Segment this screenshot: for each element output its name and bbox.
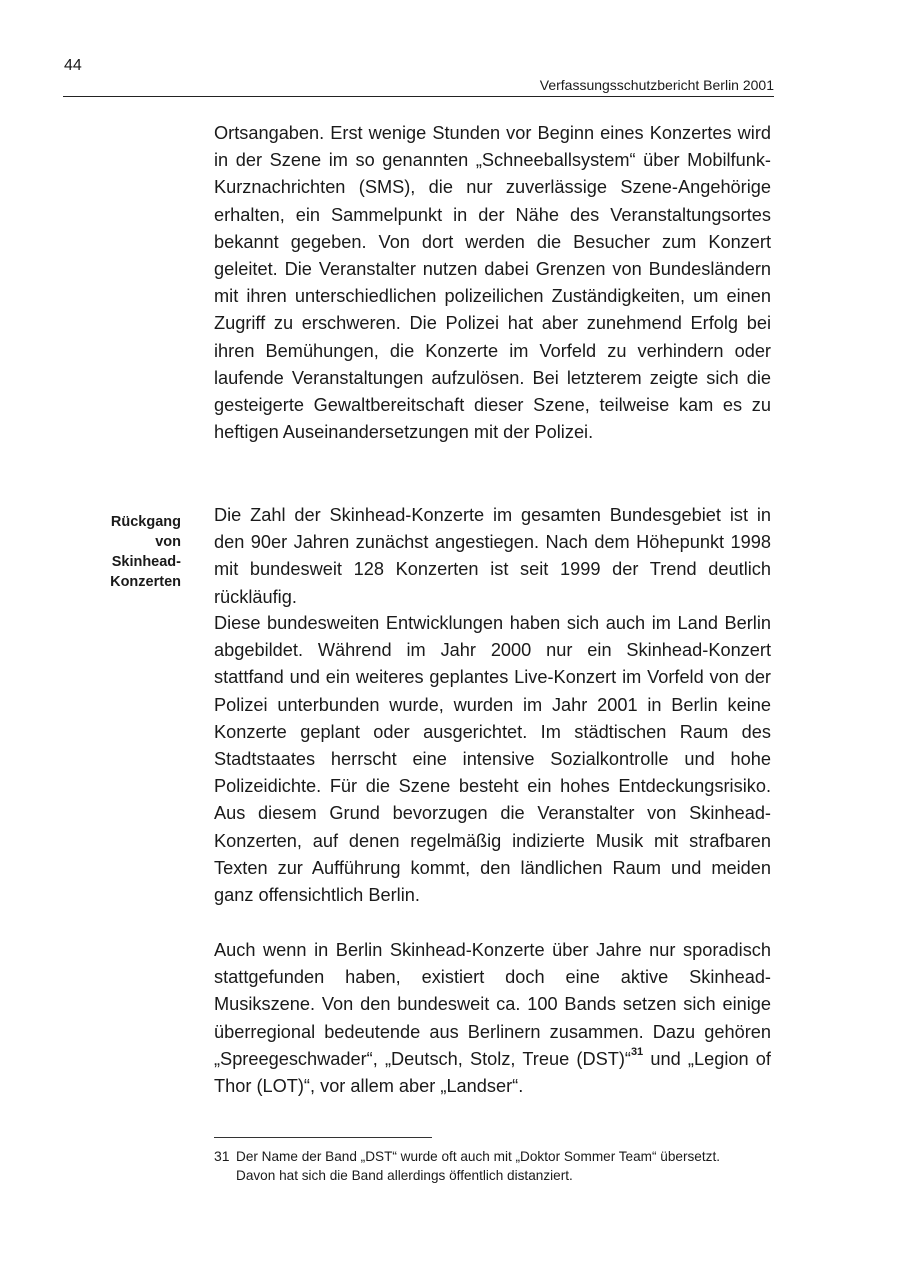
paragraph-text: Ortsangaben. Erst wenige Stunden vor Beginn eines Konzertes wird in der Szene im so genannten „Schneeballsystem“ über Mobilfunk-Kurznachrichten (SMS), die nur zuverlässige Szene-Angehörige erhalten, ein Sammelpunkt in der Nähe des Veranstaltungsortes bekannt gegeben. Von dort werden die Besucher zum Konzert geleitet. Die Veranstalter nutzen dabei Grenzen von Bundesländern mit ihren unterschiedlichen polizeilichen Zuständigkeiten, um einen Zugriff zu erschweren. Die Polizei hat aber zunehmend Erfolg bei ihren Bemühungen, die Konzerte im Vorfeld zu verhindern oder laufende Veranstaltungen aufzulösen. Bei letzterem zeigte sich die gesteigerte Gewaltbereitschaft dieser Szene, teilweise kam es zu heftigen Auseinandersetzungen mit der Polizei. xyxy=(214,123,771,443)
footnote-number: 31 xyxy=(214,1148,230,1164)
running-header: Verfassungsschutzbericht Berlin 2001 xyxy=(63,76,774,97)
margin-note-line: Skinhead- xyxy=(111,554,181,570)
footnote-text xyxy=(236,1147,774,1185)
paragraph-text: Diese bundesweiten Entwicklungen haben sich auch im Land Berlin abgebildet. Während im Jahr 2000 nur ein Skinhead-Konzert stattfand und ein weiteres geplantes Live-Konzert im Vorfeld von der Polizei unterbunden wurde, wurden im Jahr 2001 in Berlin keine Konzerte geplant oder ausgerichtet. Im städtischen Raum des Stadtstaates herrscht eine intensive Sozialkontrolle und hohe Polizeidichte. Für die Szene besteht ein hohes Entdeckungsrisiko. Aus diesem Grund bevorzugen die Veranstalter von Skinhead-Konzerten, auf denen regelmäßig indizierte Musik mit strafbaren Texten zur Aufführung kommt, den ländlichen Raum und meiden ganz offensichtlich Berlin. xyxy=(214,613,771,906)
paragraph-text: Die Zahl der Skinhead-Konzerte im gesamten Bundesgebiet ist in den 90er Jahren zunächst angestiegen. Nach dem Höhepunkt 1998 mit bundesweit 128 Konzerten ist seit 1999 der Trend deutlich rückläufig. xyxy=(214,505,771,607)
paragraph-text-part: und „Legion of Thor (LOT)“, vor allem aber „Landser“. xyxy=(214,1048,771,1097)
page-number: 44 xyxy=(64,57,82,74)
paragraph-3 xyxy=(214,610,771,909)
margin-note-line: von xyxy=(155,534,181,550)
margin-note xyxy=(60,512,181,592)
footnote-line: Davon hat sich die Band allerdings öffentlich distanziert. xyxy=(236,1168,573,1183)
footnote-separator xyxy=(214,1137,432,1138)
paragraph-2 xyxy=(214,502,771,611)
margin-note-line: Konzerten xyxy=(110,574,181,590)
paragraph-text xyxy=(214,937,771,1100)
paragraph-4 xyxy=(214,937,771,1100)
paragraph-1 xyxy=(214,120,771,446)
footnote-reference[interactable]: 31 xyxy=(630,1045,644,1058)
footnote-line: Der Name der Band „DST“ wurde oft auch mit „Doktor Sommer Team“ übersetzt. xyxy=(236,1149,720,1164)
footnote xyxy=(214,1147,774,1185)
margin-note-line: Rückgang xyxy=(110,514,181,530)
paragraph-text-part: Auch wenn in Berlin Skinhead-Konzerte über Jahre nur sporadisch stattgefunden haben, existiert doch eine aktive Skinhead-Musikszene. Von den bundesweit ca. 100 Bands setzen sich einige überregional bedeutende aus Berlinern zusammen. Dazu gehören „Spreegeschwader“, „Deutsch, Stolz, Treue (DST)“ xyxy=(214,940,771,1069)
